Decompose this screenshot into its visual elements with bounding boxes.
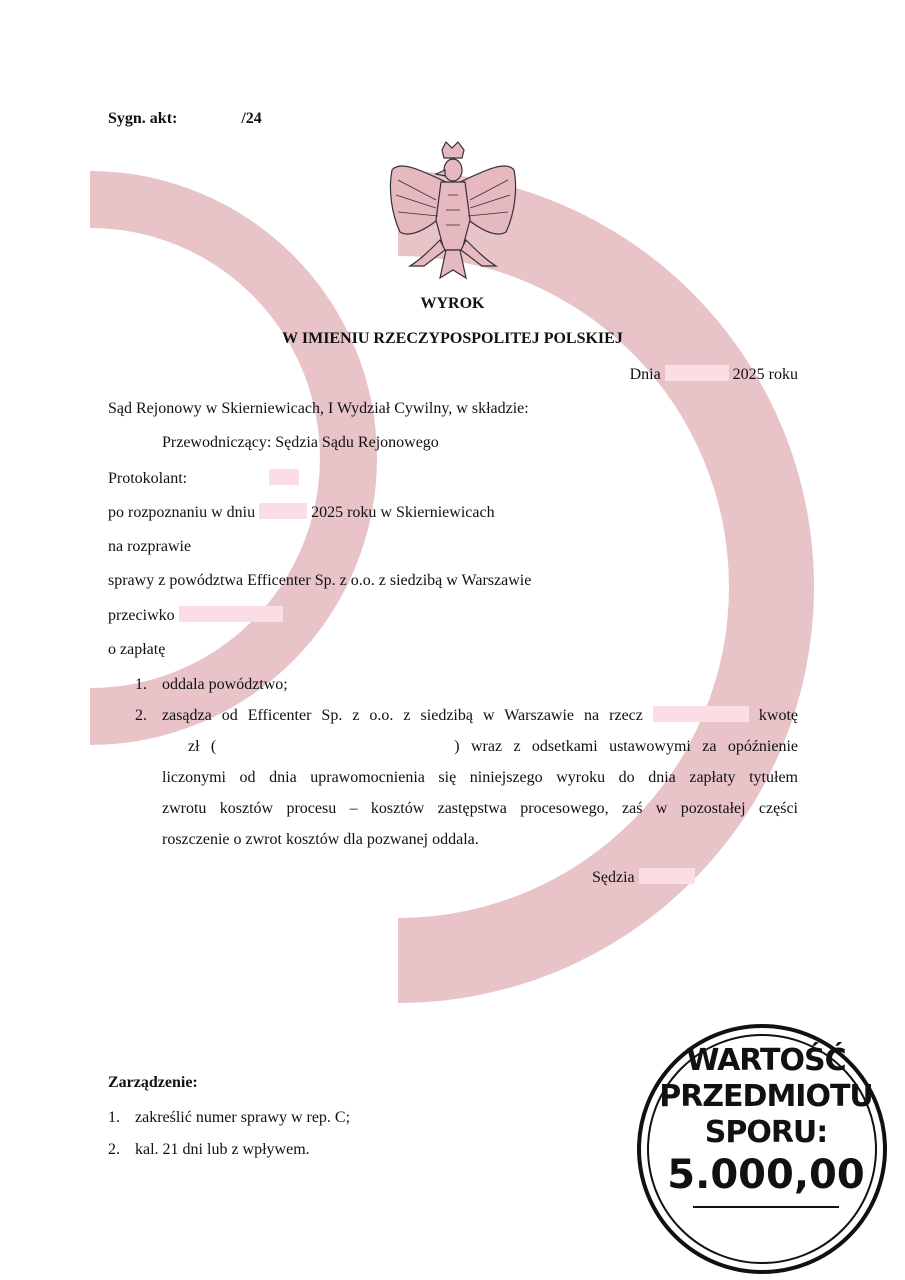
stamp-underline — [693, 1206, 839, 1208]
session-line: na rozprawie — [108, 538, 192, 555]
redacted-beneficiary — [653, 706, 749, 722]
signature-line — [592, 868, 695, 887]
date-line — [630, 365, 798, 384]
date-prefix: Dnia — [629, 366, 661, 383]
order-item-1-text: zakreślić numer sprawy w rep. C; — [135, 1109, 351, 1126]
case-line: sprawy z powództwa Efficenter Sp. z o.o. z siedzibą w Warszawie — [108, 572, 532, 589]
stamp-line-2: PRZEDMIOTU — [659, 1079, 873, 1114]
ruling-1-number: 1. — [135, 676, 147, 693]
ruling-2-line-1-suffix: kwotę — [758, 707, 799, 724]
case-signature-suffix: /24 — [241, 110, 262, 127]
order-item-2-text: kal. 21 dni lub z wpływem. — [135, 1141, 310, 1158]
court-line: Sąd Rejonowy w Skierniewicach, I Wydział Cywilny, w składzie: — [108, 400, 529, 417]
stamp-value: 5.000,00 — [667, 1152, 865, 1198]
order-item-2-number: 2. — [108, 1141, 120, 1158]
against-line — [108, 606, 283, 625]
stamp-line-1: WARTOŚĆ — [686, 1043, 846, 1078]
order-item-1-number: 1. — [108, 1109, 120, 1126]
document-title: WYROK — [420, 295, 485, 312]
signature-label: Sędzia — [592, 869, 635, 886]
stamp-line-3: SPORU: — [704, 1115, 828, 1150]
ruling-2-line-2-prefix: zł ( — [188, 738, 217, 755]
date-suffix: 2025 roku — [732, 366, 798, 383]
dispute-value-stamp — [637, 1024, 887, 1274]
redacted-defendant — [179, 606, 283, 622]
redacted-clerk — [269, 469, 299, 485]
clerk-label: Protokolant: — [108, 470, 188, 487]
ruling-2-line-2 — [162, 731, 798, 762]
chair-line: Przewodniczący: Sędzia Sądu Rejonowego — [162, 434, 439, 451]
hearing-line — [108, 503, 495, 522]
ruling-1-text: oddala powództwo; — [162, 676, 288, 693]
ruling-2-line-3: liczonymi od dnia uprawomocnienia się niniejszego wyroku do dnia zapłaty tytułem — [162, 769, 798, 786]
ruling-2-line-2-suffix: ) wraz z odsetkami ustawowymi za opóźnienie — [454, 738, 799, 755]
ruling-2-line-4: zwrotu kosztów procesu – kosztów zastępstwa procesowego, zaś w pozostałej części — [162, 800, 798, 817]
case-signature — [108, 109, 262, 128]
ruling-2-line-5: roszczenie o zwrot kosztów dla pozwanej oddala. — [162, 831, 479, 848]
ruling-2-line-1 — [162, 700, 798, 731]
order-title: Zarządzenie: — [108, 1074, 198, 1091]
hearing-prefix: po rozpoznaniu w dniu — [108, 504, 256, 521]
polish-eagle-emblem-icon — [0, 0, 905, 300]
ruling-2-line-1-prefix: zasądza od Efficenter Sp. z o.o. z siedzibą w Warszawie na rzecz — [162, 707, 643, 724]
ruling-2-text — [162, 700, 798, 855]
redacted-judge-name — [639, 868, 695, 884]
document-subtitle: W IMIENIU RZECZYPOSPOLITEJ POLSKIEJ — [282, 330, 623, 347]
redacted-case-number — [177, 109, 241, 125]
redacted-date — [665, 365, 729, 381]
case-signature-label: Sygn. akt: — [108, 110, 178, 127]
redacted-hearing-date — [259, 503, 307, 519]
subject-line: o zapłatę — [108, 641, 166, 658]
ruling-2-number: 2. — [135, 707, 147, 724]
redacted-amount-words — [216, 737, 454, 753]
against-label: przeciwko — [108, 607, 175, 624]
hearing-suffix: 2025 roku w Skierniewicach — [311, 504, 495, 521]
clerk-line — [108, 469, 299, 488]
